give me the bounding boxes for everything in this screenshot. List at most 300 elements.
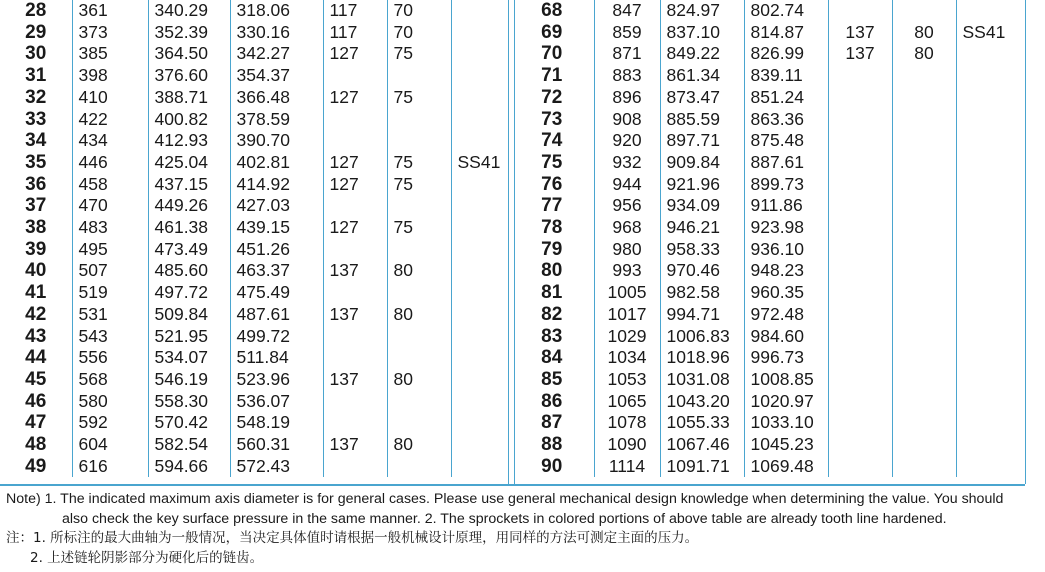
col-2-value: 425.04 xyxy=(148,152,230,174)
tooth-count: 40 xyxy=(25,260,47,282)
table-row xyxy=(0,347,510,369)
material-cell xyxy=(956,130,1026,152)
table-row xyxy=(0,326,510,348)
col-1-value: 883 xyxy=(594,65,660,87)
col-4-value xyxy=(323,326,387,348)
col-5-value: 80 xyxy=(387,434,451,456)
col-3-value: 814.87 xyxy=(744,22,828,44)
col-5-value xyxy=(892,130,956,152)
col-4-value xyxy=(323,347,387,369)
col-1-value: 580 xyxy=(72,391,148,413)
table-row xyxy=(0,434,510,456)
table-row xyxy=(0,369,510,391)
tooth-count: 71 xyxy=(541,65,563,87)
table-row xyxy=(0,174,510,196)
col-2-value: 594.66 xyxy=(148,456,230,478)
material-cell xyxy=(956,456,1026,478)
material-cell xyxy=(451,174,510,196)
col-3-value: 863.36 xyxy=(744,109,828,131)
table-row xyxy=(510,412,1026,434)
col-5-value xyxy=(892,260,956,282)
table-row xyxy=(0,239,510,261)
col-4-value xyxy=(828,434,892,456)
col-3-value: 560.31 xyxy=(230,434,323,456)
col-4-value xyxy=(828,282,892,304)
col-3-value: 911.86 xyxy=(744,195,828,217)
col-5-value: 80 xyxy=(387,369,451,391)
col-2-value: 582.54 xyxy=(148,434,230,456)
col-2-value: 934.09 xyxy=(660,195,744,217)
col-1-value: 519 xyxy=(72,282,148,304)
tooth-count: 34 xyxy=(25,130,47,152)
col-1-value: 604 xyxy=(72,434,148,456)
col-3-value: 984.60 xyxy=(744,326,828,348)
col-3-value: 1033.10 xyxy=(744,412,828,434)
table-row xyxy=(0,391,510,413)
material-cell xyxy=(451,22,510,44)
col-3-value: 536.07 xyxy=(230,391,323,413)
material-cell xyxy=(956,239,1026,261)
tooth-count: 75 xyxy=(541,151,563,173)
col-1-value: 908 xyxy=(594,109,660,131)
table-row xyxy=(0,304,510,326)
col-4-value: 117 xyxy=(323,0,387,22)
col-2-value: 849.22 xyxy=(660,43,744,65)
table-row xyxy=(510,260,1026,282)
col-1-value: 1078 xyxy=(594,412,660,434)
col-4-value xyxy=(828,391,892,413)
col-2-value: 824.97 xyxy=(660,0,744,22)
col-4-value xyxy=(828,260,892,282)
col-4-value xyxy=(828,456,892,478)
col-5-value xyxy=(892,195,956,217)
tooth-count: 86 xyxy=(541,390,563,412)
col-3-value: 1045.23 xyxy=(744,434,828,456)
material-cell xyxy=(451,456,510,478)
col-3-value: 887.61 xyxy=(744,152,828,174)
tooth-count: 88 xyxy=(541,434,563,456)
col-1-value: 507 xyxy=(72,260,148,282)
col-5-value xyxy=(892,109,956,131)
col-1-value: 410 xyxy=(72,87,148,109)
col-2-value: 1091.71 xyxy=(660,456,744,478)
col-1-value: 470 xyxy=(72,195,148,217)
col-1-value: 1029 xyxy=(594,326,660,348)
col-1-value: 373 xyxy=(72,22,148,44)
col-2-value: 485.60 xyxy=(148,260,230,282)
col-2-value: 1067.46 xyxy=(660,434,744,456)
tooth-count: 87 xyxy=(541,412,563,434)
col-2-value: 352.39 xyxy=(148,22,230,44)
table-row xyxy=(510,22,1026,44)
col-4-value: 127 xyxy=(323,87,387,109)
col-1-value: 422 xyxy=(72,109,148,131)
col-5-value xyxy=(892,0,956,22)
tooth-count: 70 xyxy=(541,43,563,65)
material-cell xyxy=(451,87,510,109)
col-4-value: 137 xyxy=(323,369,387,391)
col-1-value: 920 xyxy=(594,130,660,152)
col-2-value: 1055.33 xyxy=(660,412,744,434)
col-2-value: 982.58 xyxy=(660,282,744,304)
col-2-value: 521.95 xyxy=(148,326,230,348)
col-2-value: 885.59 xyxy=(660,109,744,131)
col-4-value xyxy=(323,65,387,87)
col-1-value: 896 xyxy=(594,87,660,109)
col-1-value: 556 xyxy=(72,347,148,369)
col-4-value xyxy=(828,412,892,434)
tooth-count: 74 xyxy=(541,130,563,152)
material-cell xyxy=(451,369,510,391)
material-cell xyxy=(451,412,510,434)
material-cell xyxy=(956,43,1026,65)
col-5-value: 75 xyxy=(387,217,451,239)
col-3-value: 996.73 xyxy=(744,347,828,369)
material-cell xyxy=(956,347,1026,369)
col-1-value: 446 xyxy=(72,152,148,174)
right-spec-table xyxy=(510,0,1026,477)
col-2-value: 1043.20 xyxy=(660,391,744,413)
col-1-value: 1034 xyxy=(594,347,660,369)
material-cell xyxy=(956,304,1026,326)
left-spec-table xyxy=(0,0,510,477)
col-4-value xyxy=(828,152,892,174)
col-3-value: 960.35 xyxy=(744,282,828,304)
tooth-count: 49 xyxy=(25,455,47,477)
table-row xyxy=(510,87,1026,109)
col-1-value: 1017 xyxy=(594,304,660,326)
table-row xyxy=(510,304,1026,326)
col-3-value: 875.48 xyxy=(744,130,828,152)
tooth-count: 29 xyxy=(25,21,47,43)
table-row xyxy=(0,0,510,22)
col-1-value: 859 xyxy=(594,22,660,44)
col-2-value: 1018.96 xyxy=(660,347,744,369)
tooth-count: 42 xyxy=(25,303,47,325)
col-3-value: 427.03 xyxy=(230,195,323,217)
col-4-value xyxy=(828,217,892,239)
col-5-value: 80 xyxy=(892,22,956,44)
col-2-value: 509.84 xyxy=(148,304,230,326)
col-3-value: 499.72 xyxy=(230,326,323,348)
material-cell xyxy=(451,0,510,22)
col-4-value: 117 xyxy=(323,22,387,44)
col-2-value: 376.60 xyxy=(148,65,230,87)
col-5-value xyxy=(892,152,956,174)
table-row xyxy=(0,22,510,44)
tooth-count: 78 xyxy=(541,217,563,239)
tooth-count: 28 xyxy=(25,0,47,21)
col-2-value: 437.15 xyxy=(148,174,230,196)
table-bottom-rule xyxy=(0,484,1025,486)
material-cell xyxy=(451,109,510,131)
material-cell xyxy=(956,326,1026,348)
col-5-value xyxy=(387,65,451,87)
col-4-value xyxy=(323,282,387,304)
col-2-value: 497.72 xyxy=(148,282,230,304)
tooth-count: 31 xyxy=(25,65,47,87)
col-3-value: 899.73 xyxy=(744,174,828,196)
col-1-value: 385 xyxy=(72,43,148,65)
material-cell xyxy=(451,217,510,239)
col-5-value xyxy=(892,282,956,304)
material-cell xyxy=(451,326,510,348)
table-row xyxy=(510,347,1026,369)
col-2-value: 400.82 xyxy=(148,109,230,131)
col-1-value: 993 xyxy=(594,260,660,282)
tooth-count: 41 xyxy=(25,282,47,304)
col-4-value xyxy=(828,130,892,152)
col-3-value: 936.10 xyxy=(744,239,828,261)
col-2-value: 897.71 xyxy=(660,130,744,152)
col-5-value: 75 xyxy=(387,152,451,174)
col-5-value: 75 xyxy=(387,87,451,109)
material-cell xyxy=(451,347,510,369)
tooth-count: 73 xyxy=(541,108,563,130)
col-4-value: 137 xyxy=(323,434,387,456)
tooth-count: 32 xyxy=(25,86,47,108)
material-cell xyxy=(451,130,510,152)
col-1-value: 944 xyxy=(594,174,660,196)
col-3-value: 487.61 xyxy=(230,304,323,326)
material-cell xyxy=(956,260,1026,282)
tooth-count: 45 xyxy=(25,368,47,390)
material-cell xyxy=(956,391,1026,413)
material-cell xyxy=(451,434,510,456)
material-cell xyxy=(956,412,1026,434)
material-cell xyxy=(451,391,510,413)
col-2-value: 473.49 xyxy=(148,239,230,261)
col-3-value: 366.48 xyxy=(230,87,323,109)
col-3-value: 402.81 xyxy=(230,152,323,174)
col-5-value xyxy=(387,109,451,131)
col-5-value: 75 xyxy=(387,174,451,196)
col-5-value xyxy=(892,391,956,413)
col-3-value: 475.49 xyxy=(230,282,323,304)
col-5-value xyxy=(892,326,956,348)
col-4-value: 137 xyxy=(828,22,892,44)
col-4-value: 127 xyxy=(323,217,387,239)
tooth-count: 38 xyxy=(25,217,47,239)
col-3-value: 378.59 xyxy=(230,109,323,131)
col-3-value: 851.24 xyxy=(744,87,828,109)
tooth-count: 72 xyxy=(541,86,563,108)
notes-block xyxy=(6,490,1036,568)
col-3-value: 390.70 xyxy=(230,130,323,152)
col-5-value: 80 xyxy=(387,304,451,326)
col-2-value: 570.42 xyxy=(148,412,230,434)
col-4-value xyxy=(323,391,387,413)
col-2-value: 546.19 xyxy=(148,369,230,391)
material-cell xyxy=(956,434,1026,456)
tooth-count: 30 xyxy=(25,43,47,65)
col-5-value xyxy=(892,87,956,109)
col-1-value: 871 xyxy=(594,43,660,65)
table-row xyxy=(510,326,1026,348)
note-cn-line1: 注：1. 所标注的最大曲轴为一般情况，当决定具体值时请根据一般机械设计原理，用同样的方法可测定主面的压力。 xyxy=(6,530,699,546)
tooth-count: 77 xyxy=(541,195,563,217)
col-1-value: 483 xyxy=(72,217,148,239)
tooth-count: 48 xyxy=(25,434,47,456)
col-1-value: 543 xyxy=(72,326,148,348)
table-row xyxy=(510,65,1026,87)
col-4-value: 127 xyxy=(323,174,387,196)
col-5-value xyxy=(387,347,451,369)
table-row xyxy=(510,239,1026,261)
tooth-count: 33 xyxy=(25,108,47,130)
col-5-value: 75 xyxy=(387,43,451,65)
col-5-value xyxy=(892,304,956,326)
table-row xyxy=(0,217,510,239)
material-cell xyxy=(956,109,1026,131)
col-2-value: 994.71 xyxy=(660,304,744,326)
col-4-value xyxy=(323,130,387,152)
table-row xyxy=(0,109,510,131)
col-1-value: 1114 xyxy=(594,456,660,478)
material-cell: SS41 xyxy=(956,22,1026,44)
col-5-value xyxy=(387,195,451,217)
col-1-value: 531 xyxy=(72,304,148,326)
table-row xyxy=(0,65,510,87)
material-cell xyxy=(956,87,1026,109)
col-5-value xyxy=(892,434,956,456)
col-5-value xyxy=(387,239,451,261)
tooth-count: 36 xyxy=(25,173,47,195)
table-row xyxy=(510,391,1026,413)
col-4-value xyxy=(828,0,892,22)
col-3-value: 354.37 xyxy=(230,65,323,87)
col-1-value: 592 xyxy=(72,412,148,434)
col-5-value xyxy=(387,412,451,434)
col-3-value: 1008.85 xyxy=(744,369,828,391)
material-cell xyxy=(451,239,510,261)
col-2-value: 970.46 xyxy=(660,260,744,282)
tooth-count: 39 xyxy=(25,238,47,260)
table-row xyxy=(0,130,510,152)
col-2-value: 921.96 xyxy=(660,174,744,196)
col-2-value: 388.71 xyxy=(148,87,230,109)
table-row xyxy=(510,369,1026,391)
col-2-value: 340.29 xyxy=(148,0,230,22)
col-5-value xyxy=(892,412,956,434)
table-row xyxy=(510,282,1026,304)
note-en-line1: Note) 1. The indicated maximum axis diameter is for general cases. Please use general mechanical design knowledge when determining the value. You should xyxy=(6,491,1004,507)
col-3-value: 511.84 xyxy=(230,347,323,369)
table-row xyxy=(510,109,1026,131)
col-5-value xyxy=(892,65,956,87)
col-3-value: 523.96 xyxy=(230,369,323,391)
col-1-value: 568 xyxy=(72,369,148,391)
tooth-count: 76 xyxy=(541,173,563,195)
table-row xyxy=(510,195,1026,217)
material-cell xyxy=(956,217,1026,239)
col-4-value: 137 xyxy=(828,43,892,65)
table-divider-left xyxy=(508,0,509,484)
col-4-value xyxy=(828,326,892,348)
col-2-value: 946.21 xyxy=(660,217,744,239)
col-5-value: 80 xyxy=(892,43,956,65)
col-1-value: 1005 xyxy=(594,282,660,304)
material-cell xyxy=(956,369,1026,391)
col-5-value xyxy=(892,456,956,478)
material-cell xyxy=(956,282,1026,304)
tooth-count: 68 xyxy=(541,0,563,21)
table-right-edge xyxy=(1025,0,1026,484)
col-3-value: 972.48 xyxy=(744,304,828,326)
col-1-value: 434 xyxy=(72,130,148,152)
col-3-value: 548.19 xyxy=(230,412,323,434)
col-4-value xyxy=(323,412,387,434)
table-row xyxy=(0,152,510,174)
col-5-value xyxy=(387,282,451,304)
col-2-value: 449.26 xyxy=(148,195,230,217)
col-5-value xyxy=(387,326,451,348)
col-4-value xyxy=(323,456,387,478)
tooth-count: 46 xyxy=(25,390,47,412)
table-row xyxy=(0,87,510,109)
col-2-value: 412.93 xyxy=(148,130,230,152)
col-2-value: 909.84 xyxy=(660,152,744,174)
tooth-count: 82 xyxy=(541,303,563,325)
col-2-value: 1006.83 xyxy=(660,326,744,348)
col-5-value xyxy=(892,174,956,196)
col-1-value: 458 xyxy=(72,174,148,196)
material-cell xyxy=(451,282,510,304)
table-row xyxy=(510,130,1026,152)
col-5-value xyxy=(387,130,451,152)
col-5-value: 70 xyxy=(387,22,451,44)
table-row xyxy=(510,456,1026,478)
material-cell: SS41 xyxy=(451,152,510,174)
col-3-value: 839.11 xyxy=(744,65,828,87)
tooth-count: 90 xyxy=(541,455,563,477)
col-5-value xyxy=(892,369,956,391)
tooth-count: 37 xyxy=(25,195,47,217)
tooth-count: 69 xyxy=(541,21,563,43)
col-2-value: 461.38 xyxy=(148,217,230,239)
material-cell xyxy=(956,174,1026,196)
col-1-value: 980 xyxy=(594,239,660,261)
col-2-value: 958.33 xyxy=(660,239,744,261)
col-4-value xyxy=(323,109,387,131)
col-1-value: 1065 xyxy=(594,391,660,413)
col-3-value: 463.37 xyxy=(230,260,323,282)
table-row xyxy=(510,152,1026,174)
tooth-count: 43 xyxy=(25,325,47,347)
col-2-value: 364.50 xyxy=(148,43,230,65)
col-1-value: 847 xyxy=(594,0,660,22)
table-row xyxy=(0,195,510,217)
note-cn-line2: 2. 上述链轮阴影部分为硬化后的链齿。 xyxy=(30,549,264,566)
tooth-count: 80 xyxy=(541,260,563,282)
col-1-value: 1053 xyxy=(594,369,660,391)
note-en-line2: also check the key surface pressure in the same manner. 2. The sprockets in colored portions of above table are already tooth line hardened. xyxy=(62,510,947,527)
col-4-value: 127 xyxy=(323,43,387,65)
col-3-value: 1069.48 xyxy=(744,456,828,478)
col-5-value xyxy=(387,391,451,413)
material-cell xyxy=(451,304,510,326)
col-2-value: 873.47 xyxy=(660,87,744,109)
col-3-value: 318.06 xyxy=(230,0,323,22)
table-row xyxy=(0,412,510,434)
material-cell xyxy=(956,152,1026,174)
tooth-count: 44 xyxy=(25,347,47,369)
col-4-value xyxy=(828,369,892,391)
col-4-value xyxy=(828,304,892,326)
col-1-value: 956 xyxy=(594,195,660,217)
table-row xyxy=(0,260,510,282)
col-3-value: 923.98 xyxy=(744,217,828,239)
